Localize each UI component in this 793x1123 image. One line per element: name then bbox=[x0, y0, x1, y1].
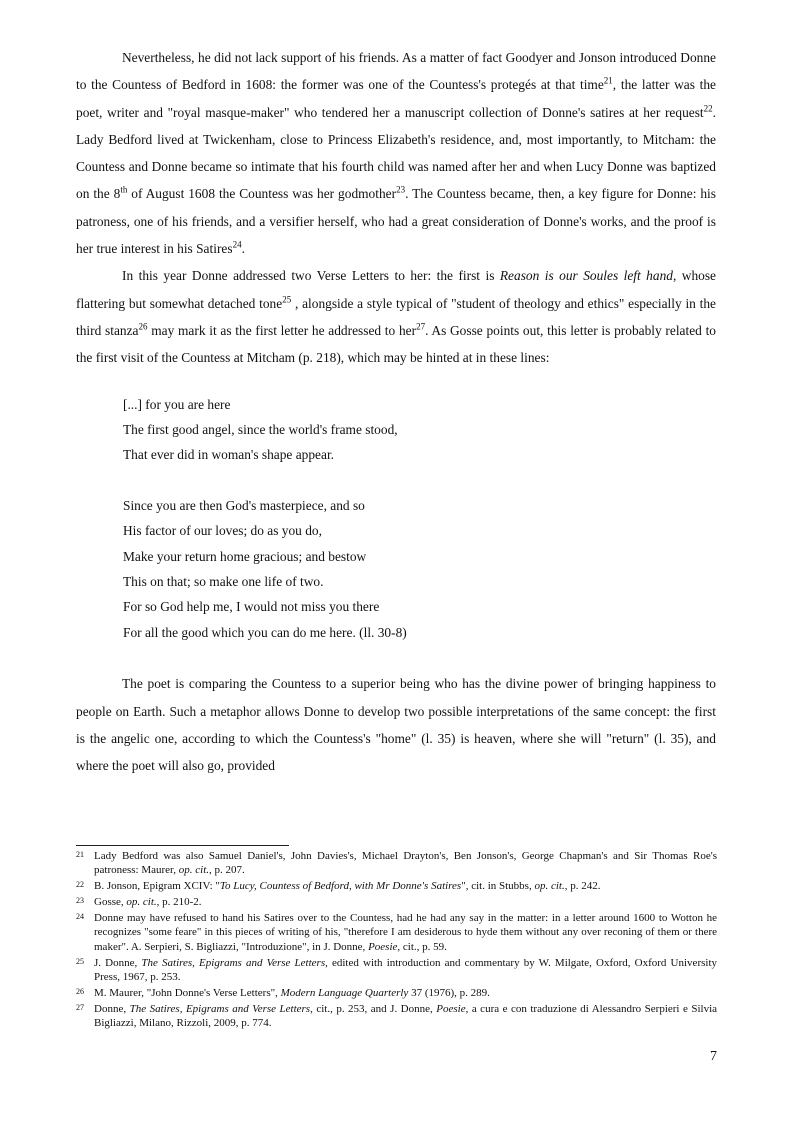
footnote-number: 26 bbox=[76, 986, 84, 996]
italic-title: Poesie bbox=[436, 1002, 466, 1015]
footnote: 24 Donne may have refused to hand his Satires over to the Countess, had he had any say in the matter: in a letter around 1600 to Wotton he recognizes "some feare" in this pieces of writing of his, "therefore I am desiderous to hyde them without any over reconing of them or there maker". A. Serpieri, S. Bigliazzi, "Introduzione", in J. Donne, Poesie, cit., p. 59. bbox=[76, 912, 717, 953]
verse-line: Make your return home gracious; and bestow bbox=[123, 548, 367, 564]
footnote: 26 M. Maurer, "John Donne's Verse Letters", Modern Language Quarterly 37 (1976), p. 289. bbox=[76, 986, 490, 999]
italic-title: Poesie bbox=[368, 940, 398, 953]
body-paragraph-1: Nevertheless, he did not lack support of his friends. As a matter of fact Goodyer and Jonson introduced Donne to the Countess of Bedford in 1608: the former was one of the Countess's protegés at that time$^{21}$, the latter was the poet, writer and "royal masque-maker" who tendered her a manuscript collection of Donne's satires at her request$^{22}$. Lady Bedford lived at Twickenham, close to Princess Elizabeth's residence, and, most importantly, to Mitcham: the Countess and Donne became so intimate that his fourth child was named after her and when Lucy Donne was baptized on the 8th of August 1608 the Countess was her godmother$^{23}$. The Countess became, then, a key figure for Donne: his patroness, one of his friends, and a versifier herself, who had a great consideration of Donne's works, and the proof is her true interest in his Satires$^{24}$. bbox=[76, 50, 716, 257]
footnote: 27 Donne, The Satires, Epigrams and Verse Letters, cit., p. 253, and J. Donne, Poesie, a cura e con traduzione di Alessandro Serpieri e Silvia Bigliazzi, Milano, Rizzoli, 2009, p. 774. bbox=[76, 1002, 718, 1030]
italic-title: Reason is our Soules left hand bbox=[499, 268, 673, 284]
italic-title: op. cit. bbox=[126, 896, 157, 909]
verse-line: [...] for you are here bbox=[123, 396, 231, 412]
italic-title: The Satires, Epigrams and Verse Letters bbox=[141, 956, 326, 969]
page-number: 7 bbox=[710, 1049, 717, 1064]
footnote-ref: 22 bbox=[703, 103, 713, 114]
page-body bbox=[76, 44, 716, 779]
footnote-ref: 27 bbox=[416, 321, 426, 332]
verse-line: That ever did in woman's shape appear. bbox=[123, 447, 335, 463]
footnote-ref: 24 bbox=[232, 239, 242, 250]
verse-line: Since you are then God's masterpiece, and so bbox=[123, 497, 365, 513]
footnote: 23 Gosse, op. cit., p. 210-2. bbox=[76, 896, 202, 909]
footnote: 25 J. Donne, The Satires, Epigrams and Verse Letters, edited with introduction and commentary by W. Milgate, Oxford, Oxford University Press, 1967, p. 253. bbox=[76, 956, 718, 983]
footnote-number: 24 bbox=[76, 912, 84, 922]
footnote-number: 23 bbox=[76, 896, 84, 906]
footnote-number: 27 bbox=[76, 1002, 84, 1012]
footnote-number: 25 bbox=[76, 956, 84, 966]
footnote-ref: 26 bbox=[138, 321, 148, 332]
italic-title: Modern Language Quarterly bbox=[280, 986, 409, 999]
italic-title: op. cit. bbox=[178, 864, 210, 877]
italic-title: To Lucy, Countess of Bedford, with Mr Donne's Satires bbox=[219, 880, 462, 893]
verse-line: The first good angel, since the world's frame stood, bbox=[123, 421, 398, 437]
footnotes bbox=[76, 849, 717, 1032]
footnote: 21 Lady Bedford was also Samuel Daniel's, John Davies's, Michael Drayton's, Ben Jonson's, George Chapman's and Sir Thomas Roe's patroness: Maurer, op. cit., p. 207. bbox=[76, 850, 717, 877]
stanza-1 bbox=[123, 392, 716, 468]
verse-line: For so God help me, I would not miss you there bbox=[123, 599, 380, 615]
verse-line: For all the good which you can do me here. (ll. 30-8) bbox=[123, 624, 407, 640]
footnote-number: 22 bbox=[76, 880, 84, 890]
italic-title: The Satires, Epigrams and Verse Letters bbox=[129, 1002, 311, 1015]
body-paragraph-3: The poet is comparing the Countess to a superior being who has the divine power of bringing happiness to people on Earth. Such a metaphor allows Donne to develop two possible interpretations of the same concept: the first is the angelic one, according to which the Countess's "home" (l. 35) is heaven, where she will "return" (l. 35), and where the poet will also go, provided bbox=[76, 676, 716, 774]
verse-line: This on that; so make one life of two. bbox=[123, 574, 324, 589]
footnote: 22 B. Jonson, Epigram XCIV: "To Lucy, Countess of Bedford, with Mr Donne's Satires", cit. in Stubbs, op. cit., p. 242. bbox=[76, 880, 601, 893]
body-paragraph-2: In this year Donne addressed two Verse Letters to her: the first is Reason is our Soules left hand, whose flattering but somewhat detached tone$^{25}$ , alongside a style typical of "student of theology and ethics" especially in the third stanza$^{26}$ may mark it as the first letter he addressed to her$^{27}$. As Gosse points out, this letter is probably related to the first visit of the Countess at Mitcham (p. 218), which may be hinted at in these lines: bbox=[76, 268, 716, 366]
footnote-number: 21 bbox=[76, 850, 84, 859]
footnote-ref: 23 bbox=[396, 185, 406, 196]
footnote-separator bbox=[76, 845, 289, 846]
footnote-ref: 25 bbox=[282, 294, 292, 305]
italic-title: op. cit. bbox=[534, 880, 565, 893]
footnote-ref: 21 bbox=[603, 75, 613, 86]
stanza-2 bbox=[123, 493, 716, 645]
verse-quotation bbox=[123, 392, 716, 646]
verse-line: His factor of our loves; do as you do, bbox=[123, 523, 322, 539]
footnote-ref: th bbox=[120, 185, 128, 196]
